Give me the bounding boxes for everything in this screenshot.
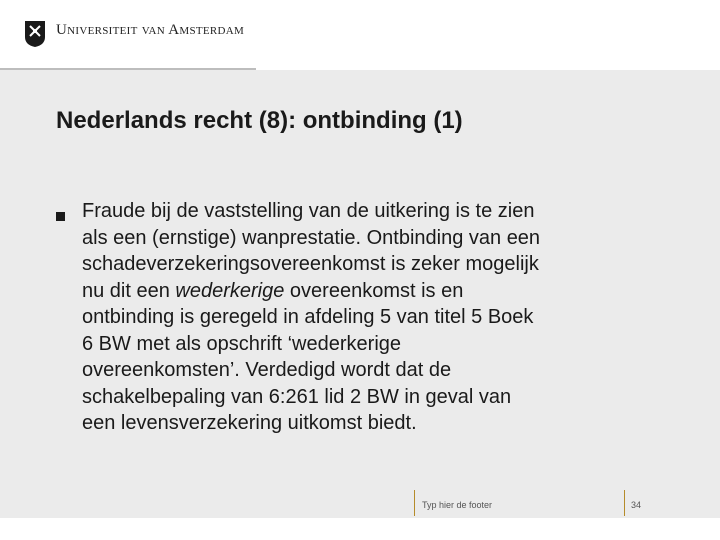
bullet-line: Fraude bij de vaststelling van de uitkering is te zien [82,200,535,222]
bullet-text [82,198,662,437]
header [0,0,720,70]
bullet-line: ontbinding is geregeld in afdeling 5 van titel 5 Boek [82,306,534,328]
bullet-line: schakelbepaling van 6:261 lid 2 BW in geval van [82,385,512,408]
bullet-line: als een (ernstige) wanprestatie. Ontbinding van een [82,226,541,249]
bullet-marker [56,212,65,221]
bullet-line [82,278,662,305]
bullet-line: schadeverzekeringsovereenkomst is zeker mogelijk [82,253,539,275]
footer-text: Typ hier de footer [422,500,493,510]
bullet-line: 6 BW met als opschrift ‘wederkerige [82,332,402,355]
bullet-line: overeenkomsten’. Verdedigd wordt dat de [82,359,452,381]
footer-divider [414,490,415,516]
uva-crest-icon [24,20,46,48]
footer-divider [624,490,625,516]
page-number: 34 [631,500,642,510]
slide-title: Nederlands recht (8): ontbinding (1) [56,107,463,134]
university-name: Universiteit van Amsterdam [56,22,245,38]
italic-term: wederkerige [175,279,285,302]
bullet-line-part: overeenkomst is en [284,279,464,302]
bullet-line-part: nu dit een [82,279,176,302]
bullet-line: een levensverzekering uitkomst biedt. [82,412,417,434]
